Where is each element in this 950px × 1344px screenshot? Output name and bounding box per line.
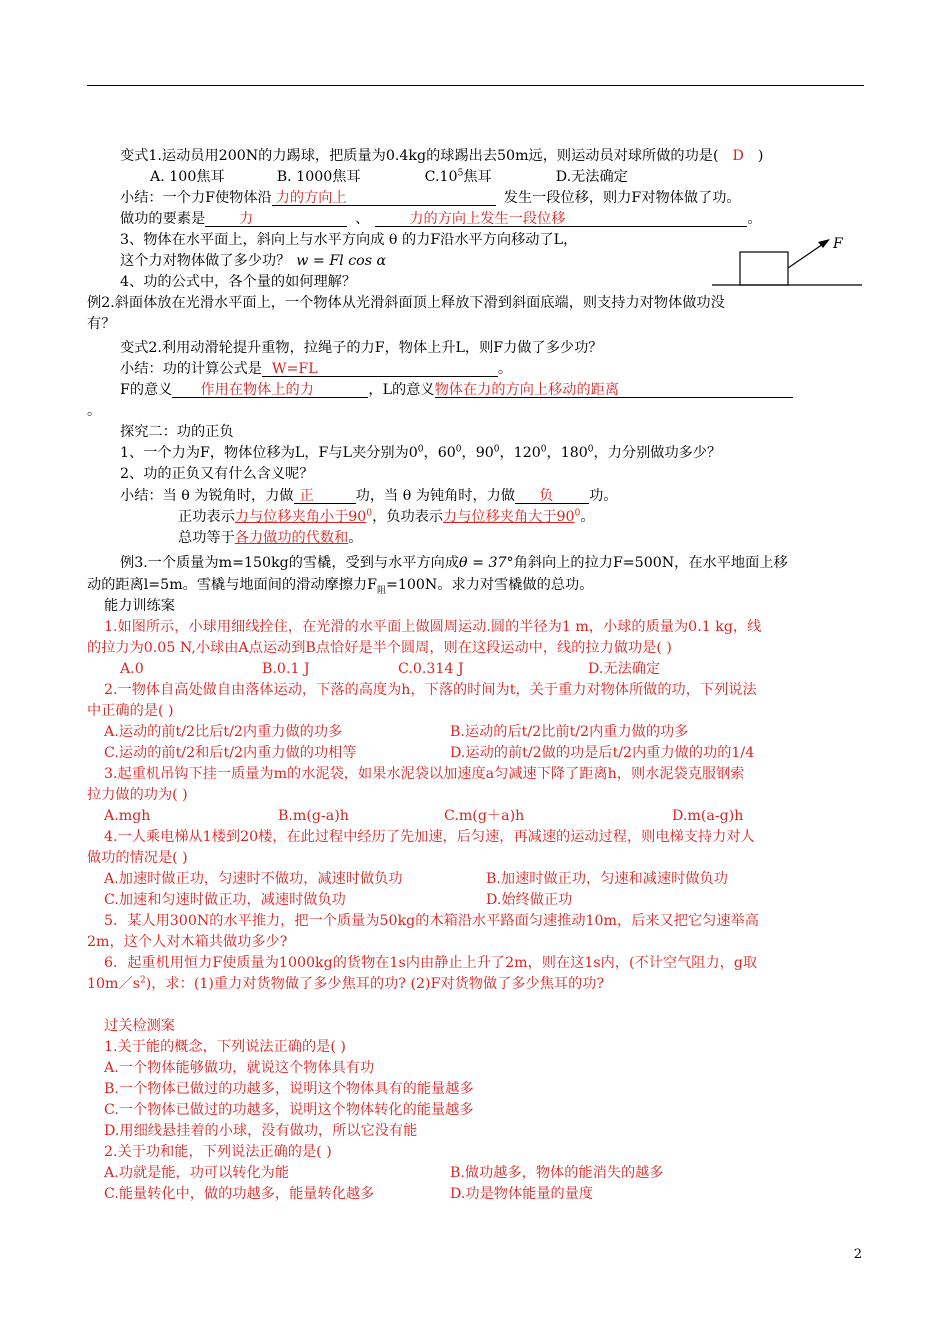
training-q2-options-cd: C.运动的前t/2和后t/2内重力做的功相等 D.运动的前t/2做的功是后t/2内重力做的功的1/4 [104, 745, 755, 761]
check-q1-option-d: D.用细线悬挂着的小球，没有做功，所以它没有能 [104, 1123, 418, 1139]
work-formula: w = Fl cos α [296, 253, 387, 269]
meaning-line: F的意义 作用在物体上的力 ，L的意义物体在力的方向上移动的距离 [120, 380, 793, 400]
blank-answer: W=FL [271, 361, 318, 377]
meaning-end: 。 [87, 403, 102, 419]
check-q2-options-cd: C.能量转化中，做的功越多，能量转化越多 D.功是物体能量的量度 [104, 1186, 594, 1202]
training-q4-line2: 做功的情况是( ) [87, 850, 188, 866]
question-3-line2: 这个力对物体做了多少功？ w = Fl cos α [120, 253, 387, 269]
example-3-line1: 例3.一个质量为m=150kg的雪橇，受到与水平方向成θ = 37°角斜向上的拉力F=500N，在水平地面上移 [120, 555, 788, 571]
section-title-sign: 探究二：功的正负 [120, 424, 234, 440]
training-q4-options-ab: A.加速时做正功，匀速时不做功，减速时做负功 B.加速时做正功，匀速和减速时做负功 [104, 871, 728, 887]
block-rect [740, 252, 788, 285]
force-block-figure [712, 232, 862, 288]
training-q1-line1: 1.如图所示，小球用细线拴住，在光滑的水平面上做圆周运动.圆的半径为1 m，小球的质量为0.1 kg，线 [104, 619, 762, 635]
sign-question-1: 1、一个力为F，物体位移为L，F与L夹分别为$0^0$，$60^0$，$90^0$，$120^0$，$180^0$，力分别做功多少？ [120, 444, 722, 461]
check-q1: 1.关于能的概念，下列说法正确的是( ) [104, 1039, 346, 1055]
calc-formula-summary: 小结：功的计算公式是 W=FL 。 [120, 361, 513, 377]
training-q2-line1: 2.一物体自高处做自由落体运动，下落的高度为h，下落的时间为t，关于重力对物体所做的功，下列说法 [104, 682, 757, 698]
force-label: F [833, 236, 843, 252]
variant-2: 变式2.利用动滑轮提升重物，拉绳子的力F，物体上升L，则F力做了多少功？ [120, 340, 603, 356]
question-3-line1: 3、物体在水平面上，斜向上与水平方向成 θ 的力F沿水平方向移动了L， [120, 232, 578, 248]
positive-negative-meaning: 正功表示力与位移夹角小于$90^0$，负功表示力与位移夹角大于$90^0$。 [178, 508, 595, 525]
training-q1-line2: 的拉力为0.05 N,小球由A点运动到B点恰好是半个圆周，则在这段运动中，线的拉力做功是( ) [87, 640, 672, 656]
training-q2-options-ab: A.运动的前t/2比后t/2内重力做的功多 B.运动的后t/2比前t/2内重力做的功多 [104, 724, 689, 740]
summary-sign: 小结：当 θ 为锐角时，力做 正 功，当 θ 为钝角时，力做 负 功。 [120, 488, 618, 504]
training-q3-line2: 拉力做的功为( ) [87, 787, 188, 803]
training-q2-line2: 中正确的是( ) [87, 703, 174, 719]
check-q2: 2.关于功和能，下列说法正确的是( ) [104, 1144, 332, 1160]
training-q3-options: A.mgh B.m(g-a)h C.m(g＋a)h D.m(a-g)h [104, 808, 744, 824]
blank-answer: 力的方向上 [275, 190, 347, 206]
variant-1-question: 变式1.运动员用200N的力踢球，把质量为0.4kg的球踢出去50m远，则运动员对球所做的功是( D ) [120, 148, 764, 164]
check-q1-option-c: C.一个物体已做过的功越多，说明这个物体转化的能量越多 [104, 1102, 474, 1118]
training-q1-options: A.0 B.0.1 J C.0.314 J D.无法确定 [120, 661, 661, 677]
example-3-line2: 动的距离l=5m。雪橇与地面间的滑动摩擦力$F_阻=100N$。求力对雪橇做的总功。 [87, 577, 594, 596]
blank-answer: 物体在力的方向上移动的距离 [434, 382, 620, 398]
training-q4-options-cd: C.加速和匀速时做正功，减速时做负功 D.始终做正功 [104, 892, 573, 908]
summary-1: 小结：一个力F使物体沿 力的方向上 发生一段位移，则力F对物体做了功。 [120, 190, 741, 206]
training-q3-line1: 3.起重机吊钩下挂一质量为m的水泥袋，如果水泥袋以加速度a匀减速下降了距离h，则水泥袋克服钢索 [104, 766, 745, 782]
section-training: 能力训练案 [104, 598, 175, 614]
variant-1-options: A. 100焦耳 B. 1000焦耳 $C.10^5$焦耳 D.无法确定 [150, 168, 628, 185]
example-2-line2: 有？ [87, 316, 116, 332]
blank-answer: 负 [539, 488, 554, 504]
check-q2-options-ab: A.功就是能，功可以转化为能 B.做功越多，物体的能消失的越多 [104, 1165, 664, 1181]
blank-answer: 正 [299, 488, 314, 504]
question-4: 4、功的公式中，各个量的如何理解？ [120, 274, 357, 290]
force-arrow-line [788, 242, 826, 268]
header-rule [87, 85, 864, 86]
work-elements: 做功的要素是 力 、 力的方向上发生一段位移 。 [120, 211, 762, 227]
sign-question-2: 2、功的正负又有什么含义呢？ [120, 466, 314, 482]
section-check: 过关检测案 [104, 1018, 175, 1034]
blank-answer: 作用在物体上的力 [200, 382, 314, 398]
blank-answer: 力 [239, 211, 254, 227]
training-q6-line2: $10m/s^2$)，求：(1)重力对货物做了多少焦耳的功? (2)F对货物做了多少焦耳的功? [87, 975, 605, 992]
training-q5-line2: 2m，这个人对木箱共做功多少? [87, 934, 288, 950]
page-number: 2 [853, 1247, 862, 1262]
check-q1-option-b: B.一个物体已做过的功越多，说明这个物体具有的能量越多 [104, 1081, 474, 1097]
training-q4-line1: 4.一人乘电梯从1楼到20楼，在此过程中经历了先加速，后匀速，再减速的运动过程，则电梯支持力对人 [104, 829, 755, 845]
total-work: 总功等于各力做功的代数和。 [178, 530, 363, 546]
training-q6-line1: 6．起重机用恒力F使质量为1000kg的货物在1s内由静止上升了2m，则在这1s内，(不计空气阻力，g取 [104, 955, 758, 971]
blank-answer: 力的方向上发生一段位移 [409, 211, 566, 227]
training-q5-line1: 5．某人用300N的水平推力，把一个质量为50kg的木箱沿水平路面匀速推动10m，后来又把它匀速举高 [104, 913, 759, 929]
check-q1-option-a: A.一个物体能够做功，就说这个物体具有功 [104, 1060, 375, 1076]
example-2-line1: 例2.斜面体放在光滑水平面上，一个物体从光滑斜面顶上释放下滑到斜面底端，则支持力对物体做功没 [87, 295, 725, 311]
